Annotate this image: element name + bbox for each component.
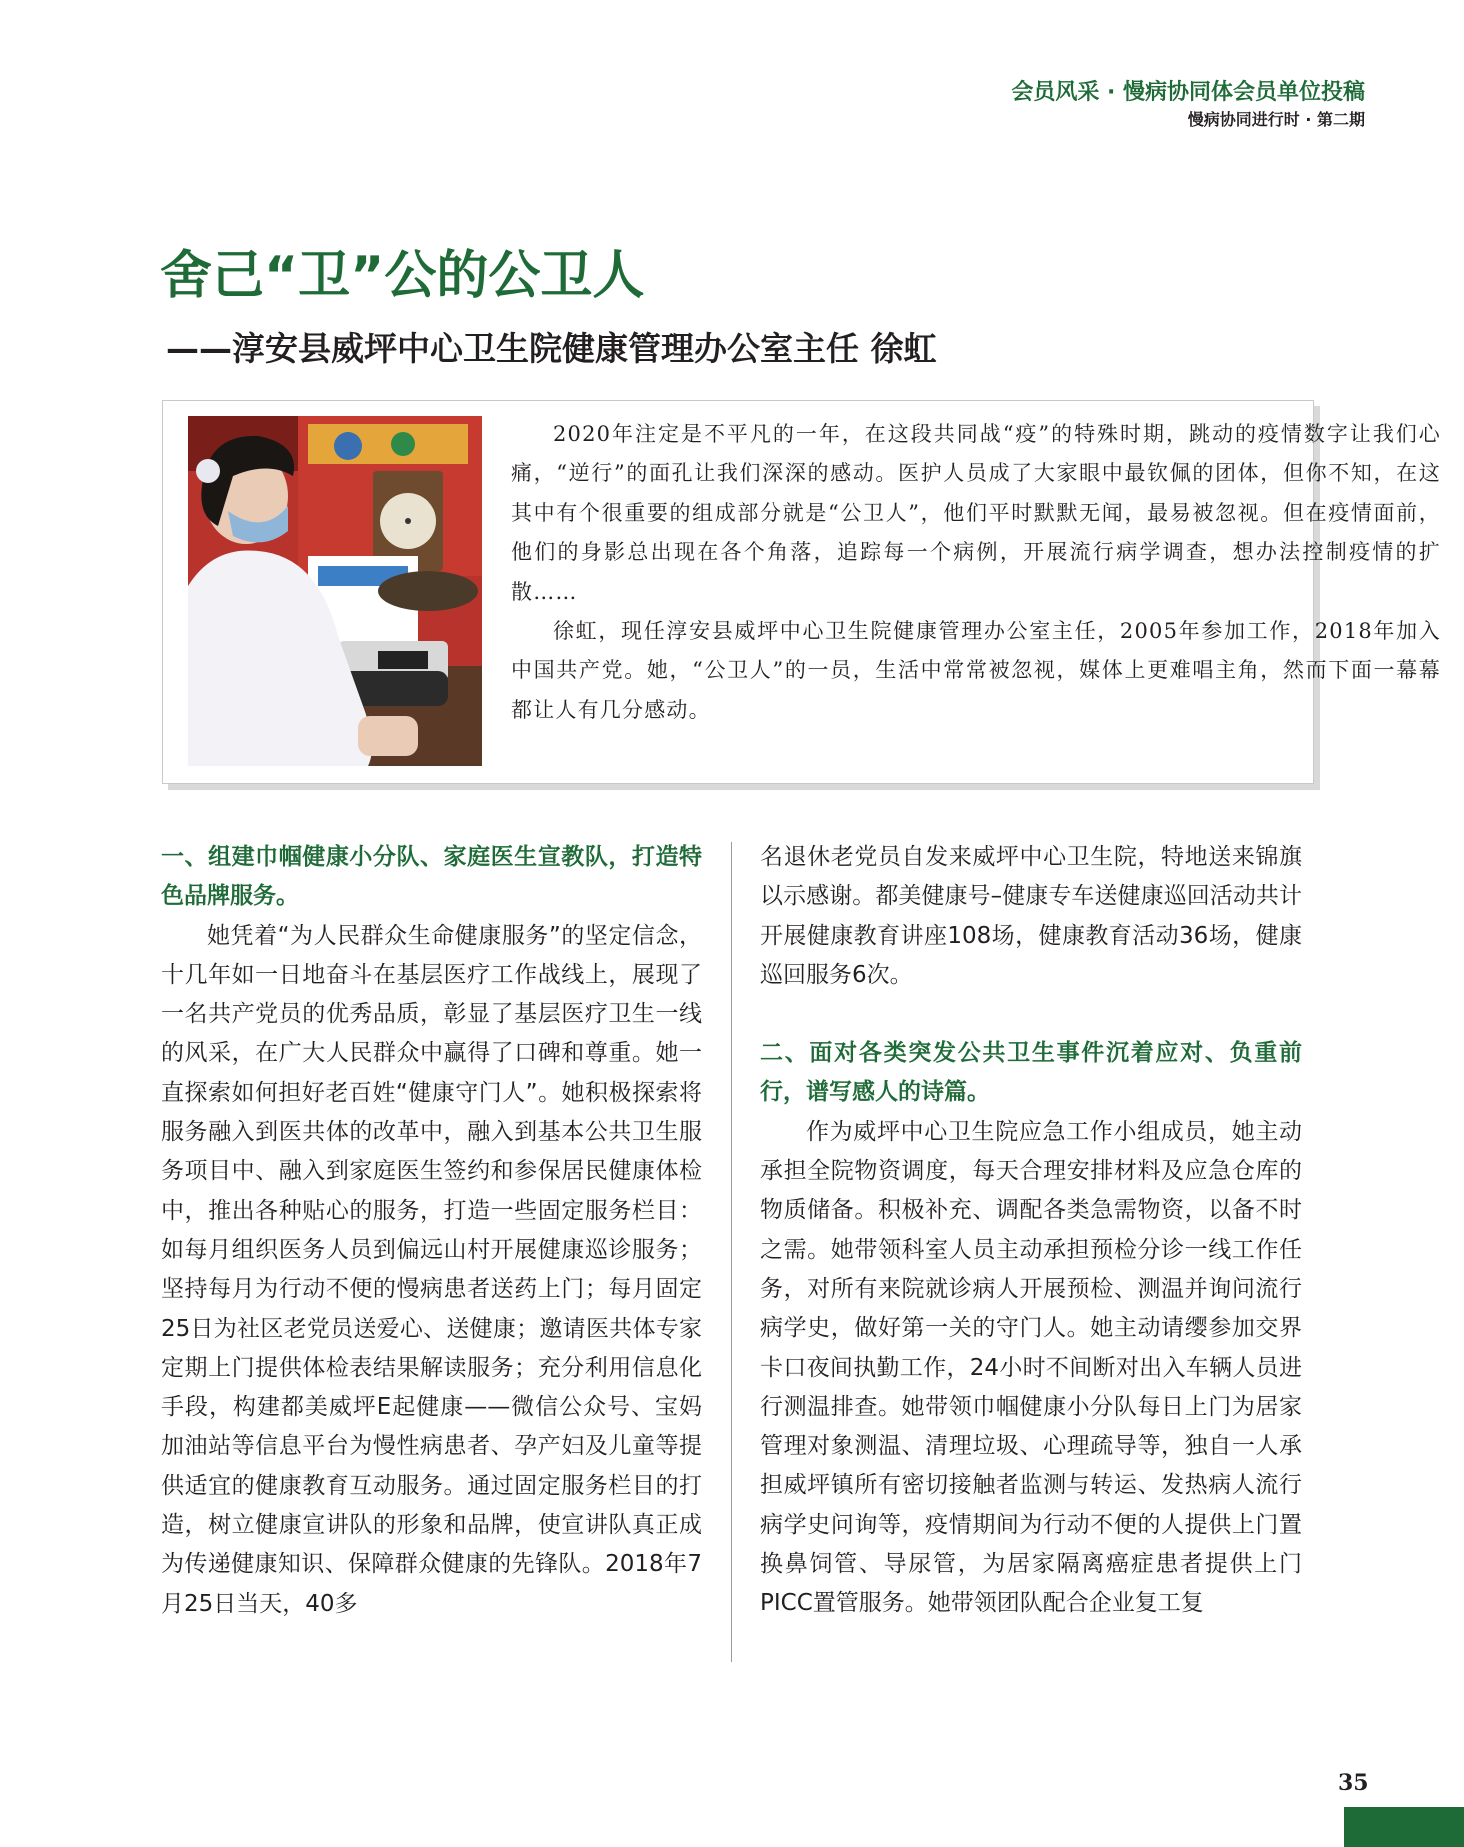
section-1-body: 她凭着“为人民群众生命健康服务”的坚定信念，十几年如一日地奋斗在基层医疗工作战线上，展现了一名共产党员的优秀品质，彰显了基层医疗卫生一线的风采，在广大人民群众中赢得了口碑和尊重。她一直探索如何担好老百姓“健康守门人”。她积极探索将服务融入到医共体的改革中，融入到基本公共卫生服务项目中、融入到家庭医生签约和参保居民健康体检中，推出各种贴心的服务，打造一些固定服务栏目：如每月组织医务人员到偏远山村开展健康巡诊服务；坚持每月为行动不便的慢病患者送药上门；每月固定25日为社区老党员送爱心、送健康；邀请医共体专家定期上门提供体检表结果解读服务；充分利用信息化手段，构建都美威坪E起健康——微信公众号、宝妈加油站等信息平台为慢性病患者、孕产妇及儿童等提供适宜的健康教育互动服务。通过固定服务栏目的打造，树立健康宣讲队的形象和品牌，使宣讲队真正成为传递健康知识、保障群众健康的先锋队。2018年7月25日当天，40多 [161, 922, 702, 1617]
intro-paragraph: 2020年注定是不平凡的一年，在这段共同战“疫”的特殊时期，跳动的疫情数字让我们心痛，“逆行”的面孔让我们深深的感动。医护人员成了大家眼中最钦佩的团体，但你不知，在这其中有个很重要的组成部分就是“公卫人”，他们平时默默无闻，最易被忽视。但在疫情面前，他们的身影总出现在各个角落，追踪每一个病例，开展流行病学调查，想办法控制疫情的扩散…… [511, 422, 1441, 604]
corner-decoration [1344, 1807, 1464, 1847]
section-1-heading: 一、组建巾帼健康小分队、家庭医生宣教队，打造特色品牌服务。 [161, 844, 702, 910]
section-2-body: 作为威坪中心卫生院应急工作小组成员，她主动承担全院物资调度，每天合理安排材料及应急仓库的物质储备。积极补充、调配各类急需物资，以备不时之需。她带领科室人员主动承担预检分诊一线工作任务，对所有来院就诊病人开展预检、测温并询问流行病学史，做好第一关的守门人。她主动请缨参加交界卡口夜间执勤工作，24小时不间断对出入车辆人员进行测温排查。她带领巾帼健康小分队每日上门为居家管理对象测温、清理垃圾、心理疏导等，独自一人承担威坪镇所有密切接触者监测与转运、发热病人流行病学史问询等，疫情期间为行动不便的人提供上门置换鼻饲管、导尿管，为居家隔离癌症患者提供上门PICC置管服务。她带领团队配合企业复工复 [760, 1118, 1302, 1617]
header-issue: 慢病协同进行时 · 第二期 [1187, 110, 1365, 129]
page-number: 35 [1338, 1770, 1369, 1796]
intro-box [162, 400, 1441, 784]
article-subtitle: ——淳安县威坪中心卫生院健康管理办公室主任 徐虹 [166, 329, 937, 368]
article-title: 舍己“卫”公的公卫人 [160, 246, 645, 306]
column-divider [731, 842, 732, 1662]
running-header [1011, 78, 1365, 132]
portrait-photo [188, 416, 482, 766]
section-2-heading: 二、面对各类突发公共卫生事件沉着应对、负重前行，谱写感人的诗篇。 [760, 1040, 1302, 1106]
left-column [161, 838, 702, 1624]
header-column-title: 会员风采 · 慢病协同体会员单位投稿 [1011, 80, 1365, 105]
section-1-continuation: 名退休老党员自发来威坪中心卫生院，特地送来锦旗以示感谢。都美健康号–健康专车送健康巡回活动共计开展健康教育讲座108场，健康教育活动36场，健康巡回服务6次。 [760, 844, 1302, 988]
right-column [760, 838, 1302, 1624]
intro-text [511, 415, 1441, 730]
intro-paragraph: 徐虹，现任淳安县威坪中心卫生院健康管理办公室主任，2005年参加工作，2018年加入中国共产党。她，“公卫人”的一员，生活中常常被忽视，媒体上更难唱主角，然而下面一幕幕都让人有几分感动。 [511, 619, 1441, 722]
paragraph-gap [760, 995, 1302, 1034]
